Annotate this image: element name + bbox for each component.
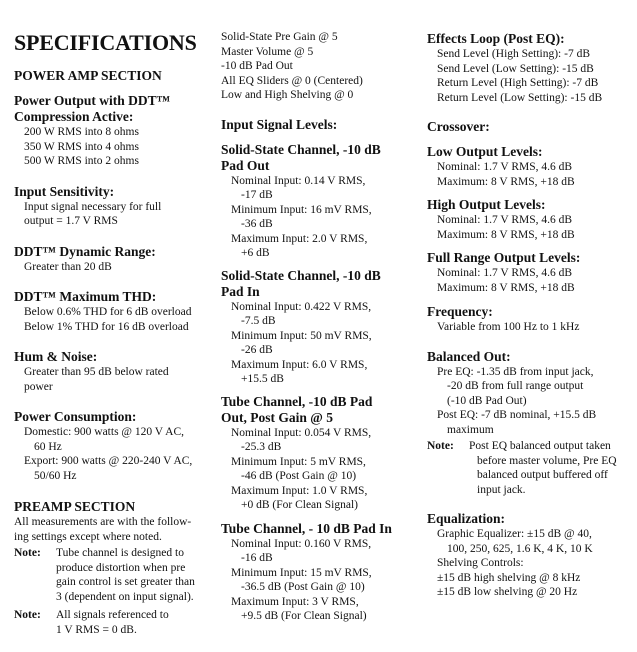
balanced-out-note bbox=[427, 439, 632, 497]
spec-line: Maximum Input: 6.0 V RMS, bbox=[231, 358, 368, 371]
hum-noise-line: Greater than 95 dB below rated bbox=[24, 366, 169, 378]
effects-loop-heading: Effects Loop (Post EQ): bbox=[427, 31, 565, 46]
setting-line: Solid-State Pre Gain @ 5 bbox=[221, 31, 338, 43]
equalization-line: ±15 dB low shelving @ 20 Hz bbox=[437, 586, 578, 598]
spec-line: Minimum Input: 15 mV RMS, bbox=[231, 566, 372, 579]
note-block bbox=[14, 546, 219, 604]
balanced-out-line: maximum bbox=[447, 423, 494, 436]
spec-line: -36 dB bbox=[241, 218, 273, 230]
note-line: produce distortion when pre bbox=[56, 561, 186, 574]
high-output-line: Maximum: 8 V RMS, +18 dB bbox=[437, 228, 575, 241]
balanced-out-line: Post EQ: -7 dB nominal, +15.5 dB bbox=[437, 409, 597, 421]
input-sensitivity-line: Input signal necessary for full bbox=[24, 200, 162, 213]
note-line: before master volume, Pre EQ bbox=[477, 454, 617, 467]
power-consumption-line: Export: 900 watts @ 220-240 V AC, bbox=[24, 455, 193, 467]
balanced-out-line: (-10 dB Pad Out) bbox=[447, 394, 527, 407]
full-range-line: Nominal: 1.7 V RMS, 4.6 dB bbox=[437, 267, 573, 279]
preamp-settings-list bbox=[221, 30, 421, 103]
spec-line: -16 dB bbox=[241, 552, 273, 564]
max-thd-line: Below 0.6% THD for 6 dB overload bbox=[24, 306, 192, 318]
tube-pad-in-heading: Tube Channel, - 10 dB Pad In bbox=[221, 520, 392, 536]
hum-noise-heading: Hum & Noise: bbox=[14, 349, 98, 364]
frequency-heading: Frequency: bbox=[427, 304, 493, 319]
power-consumption-line: 60 Hz bbox=[34, 440, 62, 453]
note-line: gain control is set greater than bbox=[56, 576, 195, 588]
spec-line: -26 dB bbox=[241, 344, 273, 356]
high-output-heading: High Output Levels: bbox=[427, 197, 546, 212]
equalization-line: 100, 250, 625, 1.6 K, 4 K, 10 K bbox=[447, 542, 593, 555]
column-left bbox=[14, 0, 219, 637]
effects-loop-line: Send Level (High Setting): -7 dB bbox=[437, 48, 590, 60]
spec-line: Nominal Input: 0.422 V RMS, bbox=[231, 300, 372, 313]
power-output-line: 200 W RMS into 8 ohms bbox=[24, 126, 139, 138]
ss-pad-in-heading-line2: Pad In bbox=[221, 283, 260, 299]
effects-loop-line: Return Level (Low Setting): -15 dB bbox=[437, 91, 603, 104]
note-block bbox=[14, 608, 219, 637]
setting-line: -10 dB Pad Out bbox=[221, 60, 293, 72]
ss-pad-out-heading-line2: Pad Out bbox=[221, 157, 270, 173]
spec-line: Maximum Input: 1.0 V RMS, bbox=[231, 484, 368, 497]
full-range-heading: Full Range Output Levels: bbox=[427, 250, 581, 265]
spec-line: +15.5 dB bbox=[241, 373, 284, 385]
note-line: 1 V RMS = 0 dB. bbox=[56, 623, 137, 636]
balanced-out-line: -20 dB from full range output bbox=[447, 380, 584, 392]
setting-line: Master Volume @ 5 bbox=[221, 45, 314, 58]
note-label: Note: bbox=[427, 440, 454, 452]
power-output-heading-line2: Compression Active: bbox=[14, 109, 134, 124]
spec-line: +6 dB bbox=[241, 247, 270, 259]
tube-pad-out-heading-line2: Out, Post Gain @ 5 bbox=[221, 409, 333, 425]
low-output-heading: Low Output Levels: bbox=[427, 144, 543, 159]
column-right bbox=[427, 0, 632, 600]
input-sensitivity-line: output = 1.7 V RMS bbox=[24, 215, 118, 227]
page-title: SPECIFICATIONS bbox=[14, 30, 197, 55]
note-text bbox=[469, 439, 632, 497]
note-label: Note: bbox=[14, 609, 41, 621]
note-line: input jack. bbox=[477, 483, 526, 496]
spec-line: -46 dB (Post Gain @ 10) bbox=[241, 470, 357, 482]
note-line: Tube channel is designed to bbox=[56, 547, 184, 559]
spec-line: Nominal Input: 0.054 V RMS, bbox=[231, 426, 372, 439]
low-output-line: Nominal: 1.7 V RMS, 4.6 dB bbox=[437, 161, 573, 173]
note-line: 3 (dependent on input signal). bbox=[56, 590, 194, 603]
full-range-line: Maximum: 8 V RMS, +18 dB bbox=[437, 281, 575, 294]
note-text bbox=[56, 546, 219, 604]
effects-loop-line: Return Level (High Setting): -7 dB bbox=[437, 77, 599, 89]
note-line: Post EQ balanced output taken bbox=[469, 440, 611, 452]
balanced-out-line: Pre EQ: -1.35 dB from input jack, bbox=[437, 365, 594, 378]
spec-line: Maximum Input: 2.0 V RMS, bbox=[231, 232, 368, 245]
ss-pad-out-heading-line1: Solid-State Channel, -10 dB bbox=[221, 141, 381, 157]
ss-pad-in-heading-line1: Solid-State Channel, -10 dB bbox=[221, 267, 381, 283]
preamp-section-heading: PREAMP SECTION bbox=[14, 499, 136, 514]
power-amp-section-heading: POWER AMP SECTION bbox=[14, 68, 162, 83]
spec-line: Nominal Input: 0.160 V RMS, bbox=[231, 537, 372, 550]
spec-line: -17 dB bbox=[241, 189, 273, 201]
input-levels-heading: Input Signal Levels: bbox=[221, 116, 338, 132]
spec-line: Minimum Input: 16 mV RMS, bbox=[231, 203, 372, 216]
power-consumption-heading: Power Consumption: bbox=[14, 409, 137, 424]
dynamic-range-heading: DDT™ Dynamic Range: bbox=[14, 243, 156, 259]
equalization-line: Graphic Equalizer: ±15 dB @ 40, bbox=[437, 528, 592, 540]
spec-line: +9.5 dB (For Clean Signal) bbox=[241, 610, 367, 622]
tube-pad-out-heading-line1: Tube Channel, -10 dB Pad bbox=[221, 393, 373, 409]
note-line: balanced output buffered off bbox=[477, 469, 608, 481]
balanced-out-heading: Balanced Out: bbox=[427, 348, 511, 364]
preamp-intro-line: All measurements are with the follow- bbox=[14, 516, 192, 528]
note-text bbox=[56, 608, 219, 637]
spec-line: Minimum Input: 5 mV RMS, bbox=[231, 455, 366, 468]
input-sensitivity-heading: Input Sensitivity: bbox=[14, 183, 115, 199]
preamp-intro-line: ing settings except where noted. bbox=[14, 530, 162, 543]
low-output-line: Maximum: 8 V RMS, +18 dB bbox=[437, 175, 575, 188]
power-output-line: 350 W RMS into 4 ohms bbox=[24, 140, 139, 153]
setting-line: Low and High Shelving @ 0 bbox=[221, 89, 354, 101]
spec-line: Maximum Input: 3 V RMS, bbox=[231, 595, 359, 608]
power-consumption-line: Domestic: 900 watts @ 120 V AC, bbox=[24, 426, 184, 438]
spec-line: +0 dB (For Clean Signal) bbox=[241, 499, 359, 511]
spec-line: Minimum Input: 50 mV RMS, bbox=[231, 329, 372, 342]
note-line: All signals referenced to bbox=[56, 609, 169, 621]
hum-noise-line: power bbox=[24, 380, 53, 393]
frequency-line: Variable from 100 Hz to 1 kHz bbox=[437, 321, 580, 333]
effects-loop-line: Send Level (Low Setting): -15 dB bbox=[437, 62, 594, 75]
note-label: Note: bbox=[14, 547, 41, 559]
power-consumption-line: 50/60 Hz bbox=[34, 469, 77, 482]
max-thd-heading: DDT™ Maximum THD: bbox=[14, 289, 157, 304]
spec-line: -36.5 dB (Post Gain @ 10) bbox=[241, 581, 365, 593]
spec-line: Nominal Input: 0.14 V RMS, bbox=[231, 174, 366, 187]
crossover-heading: Crossover: bbox=[427, 119, 490, 134]
equalization-heading: Equalization: bbox=[427, 511, 506, 526]
power-output-heading-line1: Power Output with DDT™ bbox=[14, 93, 171, 108]
high-output-line: Nominal: 1.7 V RMS, 4.6 dB bbox=[437, 214, 573, 226]
equalization-line: ±15 dB high shelving @ 8 kHz bbox=[437, 571, 581, 584]
spec-line: -25.3 dB bbox=[241, 441, 282, 453]
equalization-line: Shelving Controls: bbox=[437, 557, 524, 569]
max-thd-line: Below 1% THD for 16 dB overload bbox=[24, 320, 189, 333]
spec-line: -7.5 dB bbox=[241, 315, 276, 327]
dynamic-range-line: Greater than 20 dB bbox=[24, 260, 112, 273]
setting-line: All EQ Sliders @ 0 (Centered) bbox=[221, 74, 363, 87]
power-output-line: 500 W RMS into 2 ohms bbox=[24, 155, 139, 167]
column-middle bbox=[221, 0, 421, 624]
